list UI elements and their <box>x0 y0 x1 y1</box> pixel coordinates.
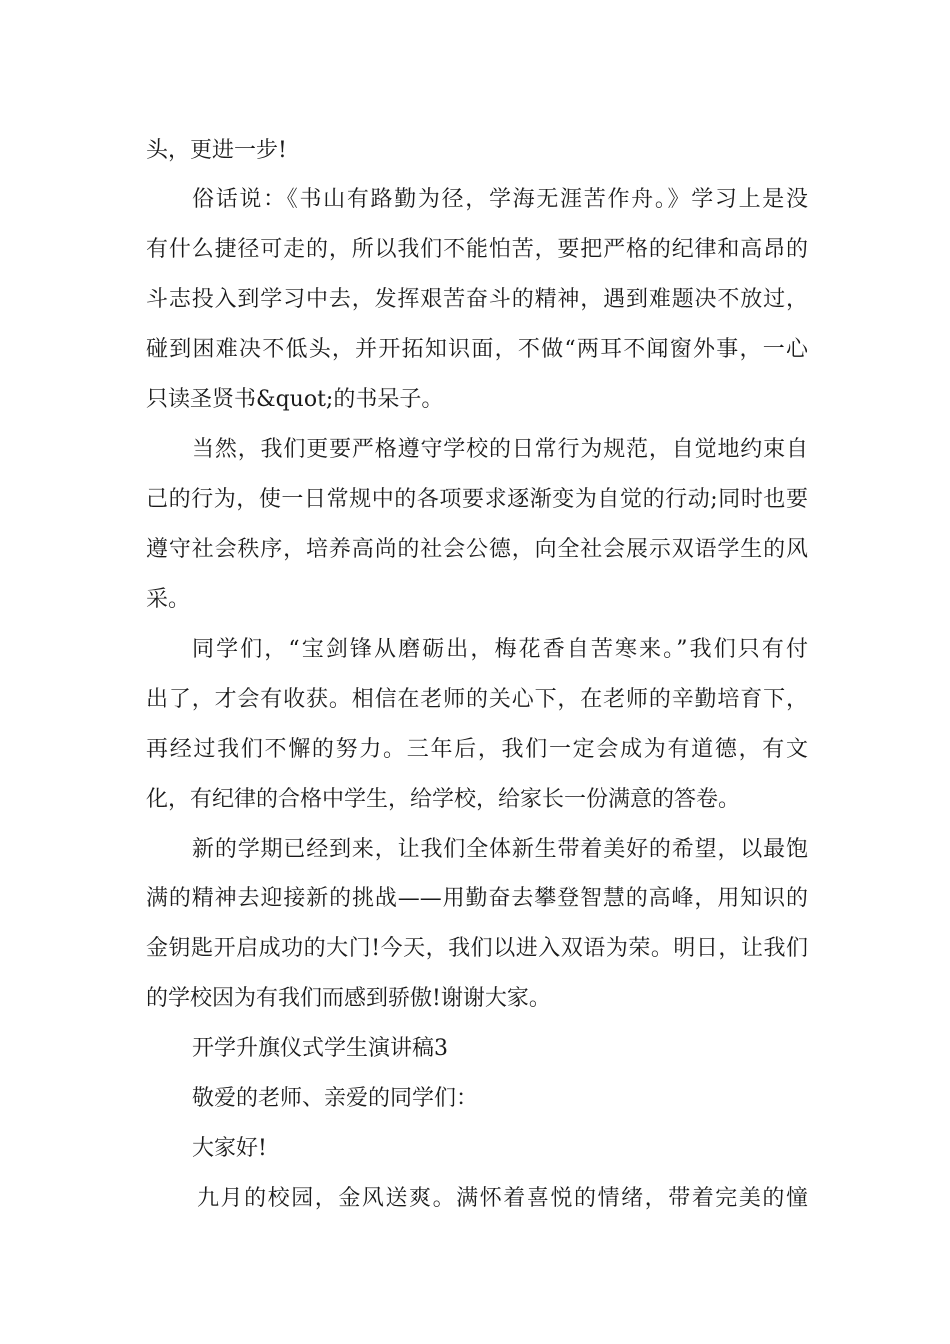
text-line-3: 有什么捷径可走的，所以我们不能怕苦，要把严格的纪律和高昂的 <box>146 237 808 262</box>
text-line-8: 己的行为，使一日常规中的各项要求逐渐变为自觉的行动;同时也要 <box>146 487 808 512</box>
section-heading: 开学升旗仪式学生演讲稿3 <box>192 1036 448 1061</box>
text-line-11: 同学们，“宝剑锋从磨砺出，梅花香自苦寒来。”我们只有付 <box>192 637 808 662</box>
text-line-22: 九月的校园，金风送爽。满怀着喜悦的情绪，带着完美的憧 <box>197 1186 808 1211</box>
text-line-9: 遵守社会秩序，培养高尚的社会公德，向全社会展示双语学生的风 <box>146 537 808 562</box>
text-line-2: 俗话说：《书山有路勤为径，学海无涯苦作舟。》学习上是没 <box>192 187 808 212</box>
text-line-14: 化，有纪律的合格中学生，给学校，给家长一份满意的答卷。 <box>146 787 741 812</box>
text-line-15: 新的学期已经到来，让我们全体新生带着美好的希望，以最饱 <box>192 837 808 862</box>
text-line-4: 斗志投入到学习中去，发挥艰苦奋斗的精神，遇到难题决不放过， <box>146 287 808 312</box>
text-line-1: 头，更进一步! <box>146 138 287 163</box>
text-line-12: 出了，才会有收获。相信在老师的关心下，在老师的辛勤培育下， <box>146 687 808 712</box>
text-line-10: 采。 <box>146 587 191 612</box>
text-line-17: 金钥匙开启成功的大门!今天，我们以进入双语为荣。明日，让我们 <box>146 936 808 961</box>
text-line-7: 当然，我们更要严格遵守学校的日常行为规范，自觉地约束自 <box>192 437 808 462</box>
text-line-6: 只读圣贤书&quot;的书呆子。 <box>146 387 444 412</box>
salutation-line: 敬爱的老师、亲爱的同学们： <box>192 1086 479 1111</box>
text-line-18: 的学校因为有我们而感到骄傲!谢谢大家。 <box>146 986 551 1011</box>
text-line-5: 碰到困难决不低头，并开拓知识面，不做“两耳不闻窗外事，一心 <box>146 337 808 362</box>
text-line-13: 再经过我们不懈的努力。三年后，我们一定会成为有道德，有文 <box>146 737 808 762</box>
greeting-line: 大家好! <box>192 1136 267 1161</box>
text-line-16: 满的精神去迎接新的挑战——用勤奋去攀登智慧的高峰，用知识的 <box>146 886 808 911</box>
